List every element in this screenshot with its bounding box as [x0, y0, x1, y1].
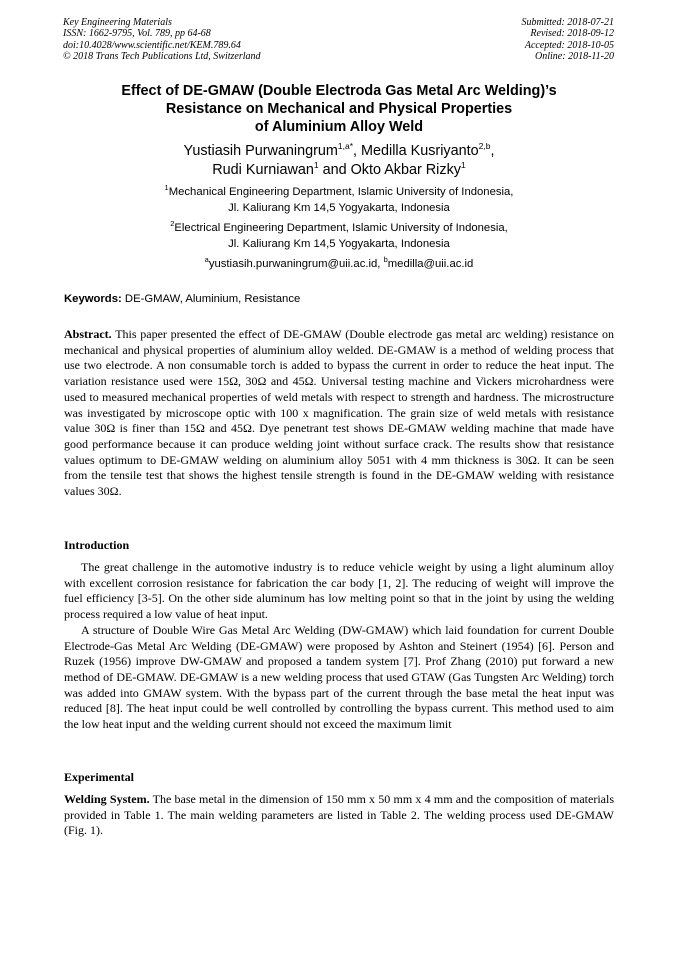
- author-name: Yustiasih Purwaningrum: [183, 143, 338, 159]
- date-accepted: Accepted: 2018-10-05: [524, 39, 614, 51]
- journal-issn: ISSN: 1662-9795, Vol. 789, pp 64-68: [63, 28, 211, 40]
- abstract: [64, 327, 614, 500]
- affiliation-text: Mechanical Engineering Department, Islamic University of Indonesia,: [168, 186, 514, 198]
- author-name: Medilla Kusriyanto: [361, 143, 479, 159]
- author-affil-mark: 1: [313, 160, 319, 170]
- affiliation-line: [40, 220, 638, 236]
- abstract-text: This paper presented the effect of DE-GMAW (Double electrode gas metal arc welding) resistance on mechanical and physical properties of aluminium alloy welded. DE-GMAW is a method of welding process that use two electrode. A non consumable torch is added to bypass the current in order to reduce the heat input. The variation resistance used were 15Ω, 30Ω and 45Ω. Universal testing machine and Vickers microhardness were used to measured mechanical properties of weld metals with respect to strength and hardness. The microstructure was investigated by microscope optic with 100 x magnification. The grain size of weld metals with resistance value 30Ω is finer than 15Ω and 45Ω. Dye penetrant test shows DE-GMAW welding machine that made have good performance because it can produce welding joint without surface crack. The results show that resistance values optimum to DE-GMAW welding on aluminium alloy 5051 with 4 mm thickness is 30Ω. It can be seen from the tensile test that shows the highest tensile strength is found in the DE-GMAW welding with resistance values 30Ω.: [64, 327, 614, 499]
- author-name: Okto Akbar Rizky: [350, 162, 461, 178]
- journal-name: Key Engineering Materials: [63, 17, 172, 28]
- author-list: [40, 142, 638, 180]
- affiliation-2: [40, 220, 638, 252]
- author-affil-mark: 2,b: [478, 141, 491, 151]
- affiliation-1: [40, 184, 638, 216]
- author-name: Rudi Kurniawan: [212, 162, 314, 178]
- keywords: [64, 292, 300, 306]
- author-line: Yustiasih Purwaningrum$^{1,a*}$, Medilla Kusriyanto$^{2,b}$,: [183, 141, 495, 159]
- paragraph-text: The base metal in the dimension of 150 mm x 50 mm x 4 mm and the composition of materials provided in Table 1. The main welding parameters are listed in Table 2. The welding process used DE-GMAW (Fig. 1).: [64, 792, 614, 838]
- journal-info: [63, 17, 383, 63]
- journal-copyright: © 2018 Trans Tech Publications Ltd, Switzerland: [63, 51, 261, 63]
- paragraph: The great challenge in the automotive industry is to reduce vehicle weight by using a light aluminum alloy with excellent corrosion resistance for fabrication the car body [1, 2]. The reducing of weight will improve the fuel efficiency [3-5]. On the other side aluminum has low melting point so that in the joint by using the welding process required a low value of heat input.: [64, 560, 614, 622]
- affiliation-line: [40, 184, 638, 200]
- date-online: Online: 2018-11-20: [535, 51, 614, 63]
- author-emails: [40, 256, 638, 272]
- title-line: Effect of DE-GMAW (Double Electroda Gas Metal Arc Welding)’s: [121, 83, 557, 99]
- paper-title: [40, 82, 638, 136]
- title-line: of Aluminium Alloy Weld: [254, 119, 424, 135]
- experimental-heading: Experimental: [64, 770, 134, 784]
- affiliation-address: Jl. Kaliurang Km 14,5 Yogyakarta, Indonesia: [228, 202, 450, 214]
- introduction-body: [64, 560, 614, 733]
- email-link[interactable]: medilla@uii.ac.id: [387, 258, 474, 270]
- keywords-text: DE-GMAW, Aluminium, Resistance: [124, 293, 301, 305]
- author-line: Rudi Kurniawan$^1$ and Okto Akbar Rizky$^1$: [212, 160, 466, 178]
- email-mark: a: [204, 255, 209, 264]
- affiliation-address: Jl. Kaliurang Km 14,5 Yogyakarta, Indonesia: [228, 238, 450, 250]
- author-affil-mark: 1: [460, 160, 466, 170]
- abstract-label: Abstract.: [64, 327, 112, 341]
- email-line: $^a$yustiasih.purwaningrum@uii.ac.id, $^b$medilla@uii.ac.id: [204, 255, 474, 270]
- author-affil-mark: 1,a*: [337, 141, 354, 151]
- experimental-body: [64, 792, 614, 839]
- title-line: Resistance on Mechanical and Physical Properties: [165, 101, 513, 117]
- introduction-heading: Introduction: [64, 538, 130, 552]
- affiliation-text: Electrical Engineering Department, Islamic University of Indonesia,: [174, 222, 508, 234]
- paragraph: [64, 792, 614, 839]
- keywords-label: Keywords:: [64, 293, 122, 305]
- date-revised: Revised: 2018-09-12: [530, 28, 614, 40]
- publication-dates: [394, 17, 614, 63]
- date-submitted: Submitted: 2018-07-21: [521, 17, 614, 28]
- journal-doi: doi:10.4028/www.scientific.net/KEM.789.64: [63, 39, 241, 51]
- email-link[interactable]: yustiasih.purwaningrum@uii.ac.id: [208, 258, 378, 270]
- affiliation-mark: 2: [170, 219, 175, 228]
- email-mark: b: [383, 255, 388, 264]
- affiliation-mark: 1: [164, 183, 169, 192]
- paragraph: A structure of Double Wire Gas Metal Arc Welding (DW-GMAW) which laid foundation for current Double Electrode-Gas Metal Arc Welding (DE-GMAW) were proposed by Ashton and Steinert (1954) [6]. Person and Ruzek (1956) improve DW-GMAW and proposed a tandem system [7]. Prof Zhang (2010) put forward a new method of DE-GMAW. DE-GMAW is a new welding process that used GTAW (Gas Tungsten Arc Welding) torch was added into GMAW system. With the bypass part of the current through the base metal the heat input was reduced [8]. The heat input could be well controlled by controlling the bypass current. This method used to aim the low heat input and the welding current should not exceed the maximum limit: [64, 622, 614, 732]
- subsection-label: Welding System.: [64, 792, 150, 806]
